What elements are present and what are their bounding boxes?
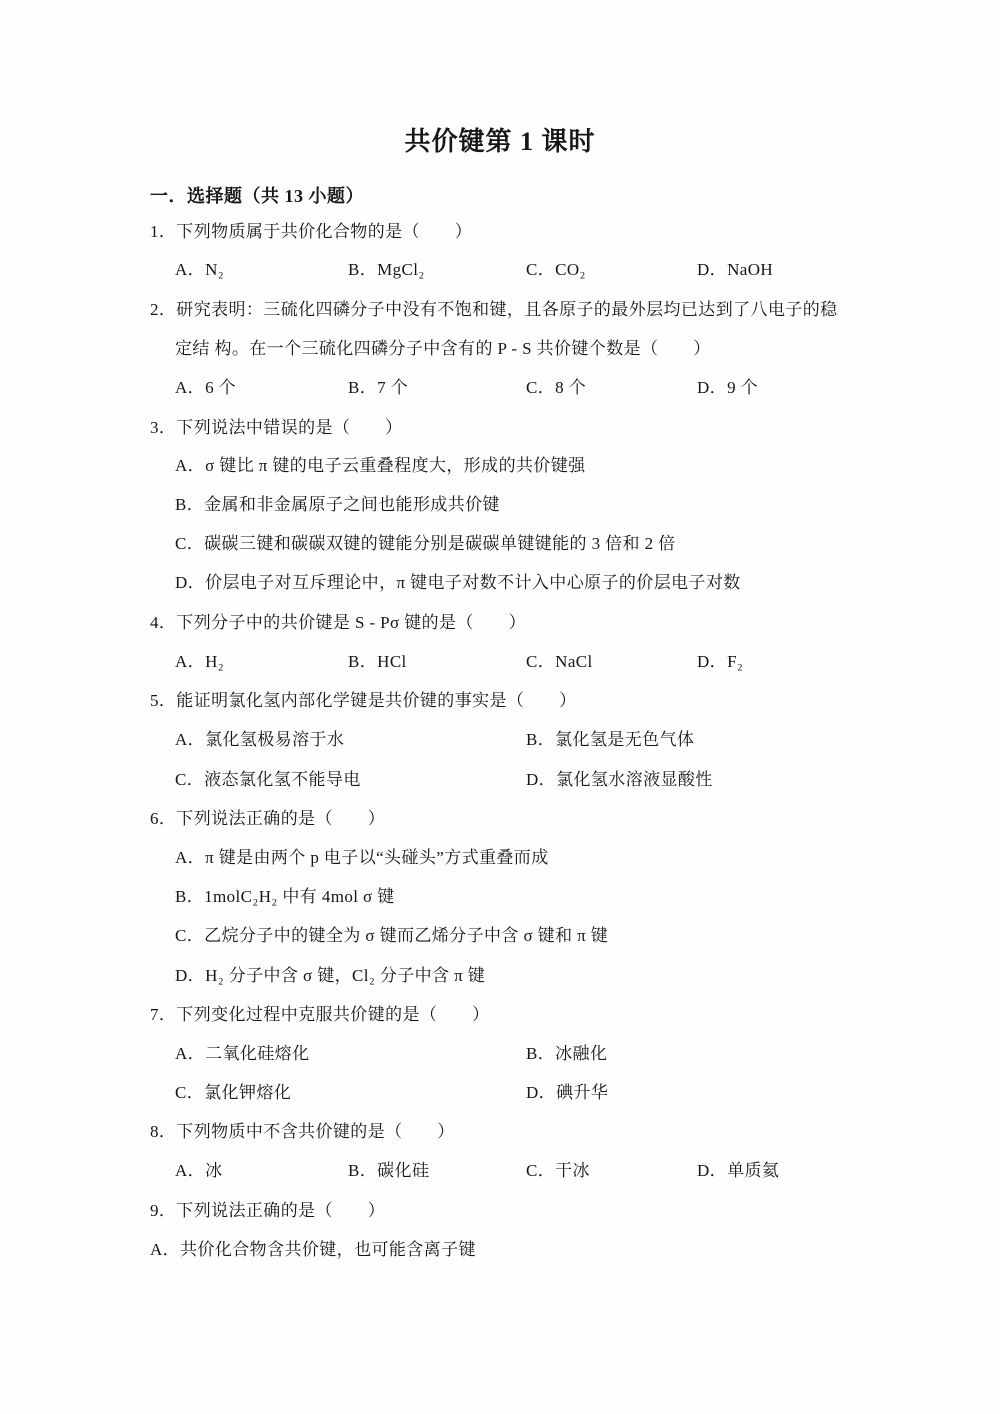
option-4d: D．F₂ (697, 652, 744, 671)
question-3-stem: 3．下列说法中错误的是（ ） (150, 418, 403, 437)
question-2-options (150, 376, 866, 400)
question-4-stem: 4．下列分子中的共价键是 S - Pσ 键的是（ ） (150, 613, 527, 632)
question-6-stem: 6．下列说法正确的是（ ） (150, 809, 386, 828)
option-4b: B．HCl (348, 652, 407, 671)
option-5d: D．氯化氢水溶液显酸性 (526, 770, 713, 789)
option-6d: D．H₂ 分子中含 σ 键，Cl₂ 分子中含 π 键 (175, 966, 486, 985)
page-title: 共价键第 1 课时 (404, 127, 596, 156)
section-heading: 一．选择题（共 13 小题） (150, 186, 364, 206)
option-6b: B．1molC₂H₂ 中有 4mol σ 键 (175, 887, 395, 906)
option-7a: A．二氧化硅熔化 (175, 1044, 310, 1063)
option-7c: C．氯化钾熔化 (175, 1083, 292, 1102)
question-4-options (150, 650, 866, 674)
option-3c: C．碳碳三键和碳碳双键的键能分别是碳碳单键键能的 3 倍和 2 倍 (175, 534, 676, 553)
option-7b: B．冰融化 (526, 1044, 608, 1063)
option-1a: A．N₂ (175, 260, 225, 279)
option-4a: A．H₂ (175, 652, 225, 671)
option-6c: C．乙烷分子中的键全为 σ 键而乙烯分子中含 σ 键和 π 键 (175, 926, 609, 945)
question-1-stem: 1．下列物质属于共价化合物的是（ ） (150, 222, 473, 241)
option-4c: C．NaCl (526, 652, 593, 671)
option-8a: A．冰 (175, 1161, 223, 1180)
option-5b: B．氯化氢是无色气体 (526, 730, 695, 749)
question-8-options (150, 1159, 866, 1183)
question-5-options-row1 (150, 728, 866, 752)
questions-area (150, 0, 866, 1414)
option-8c: C．干冰 (526, 1161, 590, 1180)
question-7-stem: 7．下列变化过程中克服共价键的是（ ） (150, 1005, 490, 1024)
option-1d: D．NaOH (697, 260, 774, 279)
option-2c: C．8 个 (526, 378, 587, 397)
option-6a: A．π 键是由两个 p 电子以“头碰头”方式重叠而成 (175, 848, 549, 867)
option-9a: A．共价化合物含共价键，也可能含离子键 (150, 1240, 476, 1259)
question-5-options-row2 (150, 768, 866, 792)
option-1b: B．MgCl₂ (348, 260, 425, 279)
option-5c: C．液态氯化氢不能导电 (175, 770, 361, 789)
option-2d: D．9 个 (697, 378, 759, 397)
question-2-stem: 2．研究表明：三硫化四磷分子中没有不饱和键，且各原子的最外层均已达到了八电子的稳 (150, 300, 838, 319)
question-9-stem: 9．下列说法正确的是（ ） (150, 1201, 386, 1220)
question-7-options-row1 (150, 1042, 866, 1066)
option-3a: A．σ 键比 π 键的电子云重叠程度大，形成的共价键强 (175, 456, 586, 475)
option-5a: A．氯化氢极易溶于水 (175, 730, 345, 749)
option-2a: A．6 个 (175, 378, 237, 397)
option-3d: D．价层电子对互斥理论中，π 键电子对数不计入中心原子的价层电子对数 (175, 573, 741, 592)
question-1-options (150, 258, 866, 282)
question-7-options-row2 (150, 1081, 866, 1105)
option-7d: D．碘升华 (526, 1083, 609, 1102)
option-8b: B．碳化硅 (348, 1161, 430, 1180)
option-2b: B．7 个 (348, 378, 409, 397)
option-1c: C．CO₂ (526, 260, 586, 279)
option-3b: B．金属和非金属原子之间也能形成共价键 (175, 495, 500, 514)
question-8-stem: 8．下列物质中不含共价键的是（ ） (150, 1122, 455, 1141)
question-2-stem-line2: 定结 构。在一个三硫化四磷分子中含有的 P - S 共价键个数是（ ） (175, 339, 711, 358)
question-5-stem: 5．能证明氯化氢内部化学键是共价键的事实是（ ） (150, 691, 577, 710)
option-8d: D．单质氦 (697, 1161, 780, 1180)
